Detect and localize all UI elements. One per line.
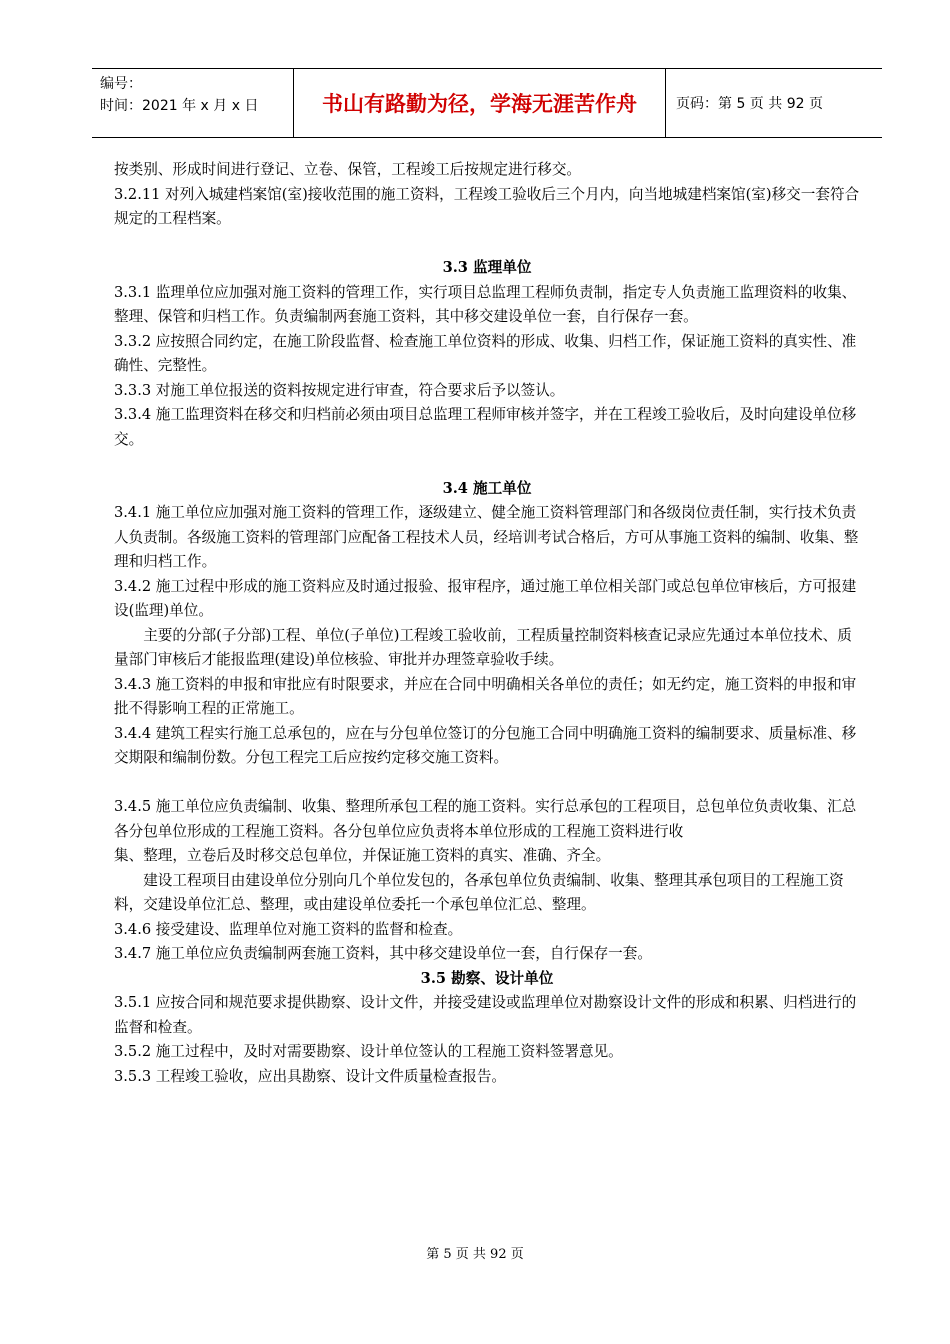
body-paragraph: 3.5.3 工程竣工验收，应出具勘察、设计文件质量检查报告。 [114,1067,507,1085]
body-paragraph: 主要的分部(子分部)工程、单位(子单位)工程竣工验收前，工程质量控制资料核查记录应先通过本单位技术、质量部门审核后才能报监理(建设)单位核验、审批并办理签章验收手续。 [114,626,852,668]
body-paragraph: 3.4.4 建筑工程实行施工总承包的，应在与分包单位签订的分包施工合同中明确施工资料的编制要求、质量标准、移交期限和编制份数。分包工程完工后应按约定移交施工资料。 [114,724,857,766]
body-paragraph: 3.2.11 对列入城建档案馆(室)接收范围的施工资料，工程竣工验收后三个月内，向当地城建档案馆(室)移交一套符合规定的工程档案。 [114,185,860,227]
body-paragraph: 3.4.7 施工单位应负责编制两套施工资料，其中移交建设单位一套，自行保存一套。 [114,945,652,962]
body-paragraph: 3.4.2 施工过程中形成的施工资料应及时通过报验、报审程序，通过施工单位相关部门或总包单位审核后，方可报建设(监理)单位。 [114,577,857,619]
header-motto: 书山有路勤为径，学海无涯苦作舟 [293,69,666,137]
section-heading: 3.4 施工单位 [442,479,532,497]
header-meta [92,69,293,137]
header-page-number: 页码：第 5 页 共 92 页 [676,96,823,112]
body-paragraph: 集、整理，立卷后及时移交总包单位，并保证施工资料的真实、准确、齐全。 [114,847,611,864]
paragraph-spacer [114,771,860,796]
paragraph-spacer [114,232,860,257]
page-header [92,68,882,138]
body-paragraph: 3.4.6 接受建设、监理单位对施工资料的监督和检查。 [114,920,463,938]
section-heading: 3.3 监理单位 [442,259,532,276]
body-paragraph: 3.4.5 施工单位应负责编制、收集、整理所承包工程的施工资料。实行总承包的工程项目，总包单位负责收集、汇总各分包单位形成的工程施工资料。各分包单位应负责将本单位形成的工程施工资料进行收 [114,798,857,840]
document-body [114,158,860,1089]
document-number-label: 编号： [100,76,142,92]
section-heading: 3.5 勘察、设计单位 [420,969,554,987]
body-paragraph: 3.3.4 施工监理资料在移交和归档前必须由项目总监理工程师审核并签字，并在工程竣工验收后，及时向建设单位移交。 [114,406,857,448]
page-footer: 第 5 页 共 92 页 [426,1247,524,1262]
body-paragraph: 3.4.1 施工单位应加强对施工资料的管理工作，逐级建立、健全施工资料管理部门和各级岗位责任制，实行技术负责人负责制。各级施工资料的管理部门应配备工程技术人员，经培训考试合格后，方可从事施工资料的编制、收集、整理和归档工作。 [114,504,859,570]
document-date: 时间：2021 年 x 月 x 日 [100,98,259,114]
paragraph-spacer [114,452,860,477]
body-paragraph: 3.5.2 施工过程中，及时对需要勘察、设计单位签认的工程施工资料签署意见。 [114,1043,623,1060]
body-paragraph: 3.5.1 应按合同和规范要求提供勘察、设计文件，并接受建设或监理单位对勘察设计文件的形成和积累、归档进行的监督和检查。 [114,994,857,1036]
body-paragraph: 3.4.3 施工资料的申报和审批应有时限要求，并应在合同中明确相关各单位的责任；如无约定，施工资料的申报和审批不得影响工程的正常施工。 [114,675,857,717]
body-paragraph: 3.3.1 监理单位应加强对施工资料的管理工作，实行项目总监理工程师负责制，指定专人负责施工监理资料的收集、整理、保管和归档工作。负责编制两套施工资料，其中移交建设单位一套，自行保存一套。 [114,283,857,325]
body-paragraph: 3.3.3 对施工单位报送的资料按规定进行审查，符合要求后予以签认。 [114,381,565,399]
body-paragraph: 按类别、形成时间进行登记、立卷、保管，工程竣工后按规定进行移交。 [114,161,582,178]
body-paragraph: 3.3.2 应按照合同约定，在施工阶段监督、检查施工单位资料的形成、收集、归档工作，保证施工资料的真实性、准确性、完整性。 [114,332,857,374]
body-paragraph: 建设工程项目由建设单位分别向几个单位发包的，各承包单位负责编制、收集、整理其承包项目的工程施工资料，交建设单位汇总、整理，或由建设单位委托一个承包单位汇总、整理。 [114,871,844,913]
